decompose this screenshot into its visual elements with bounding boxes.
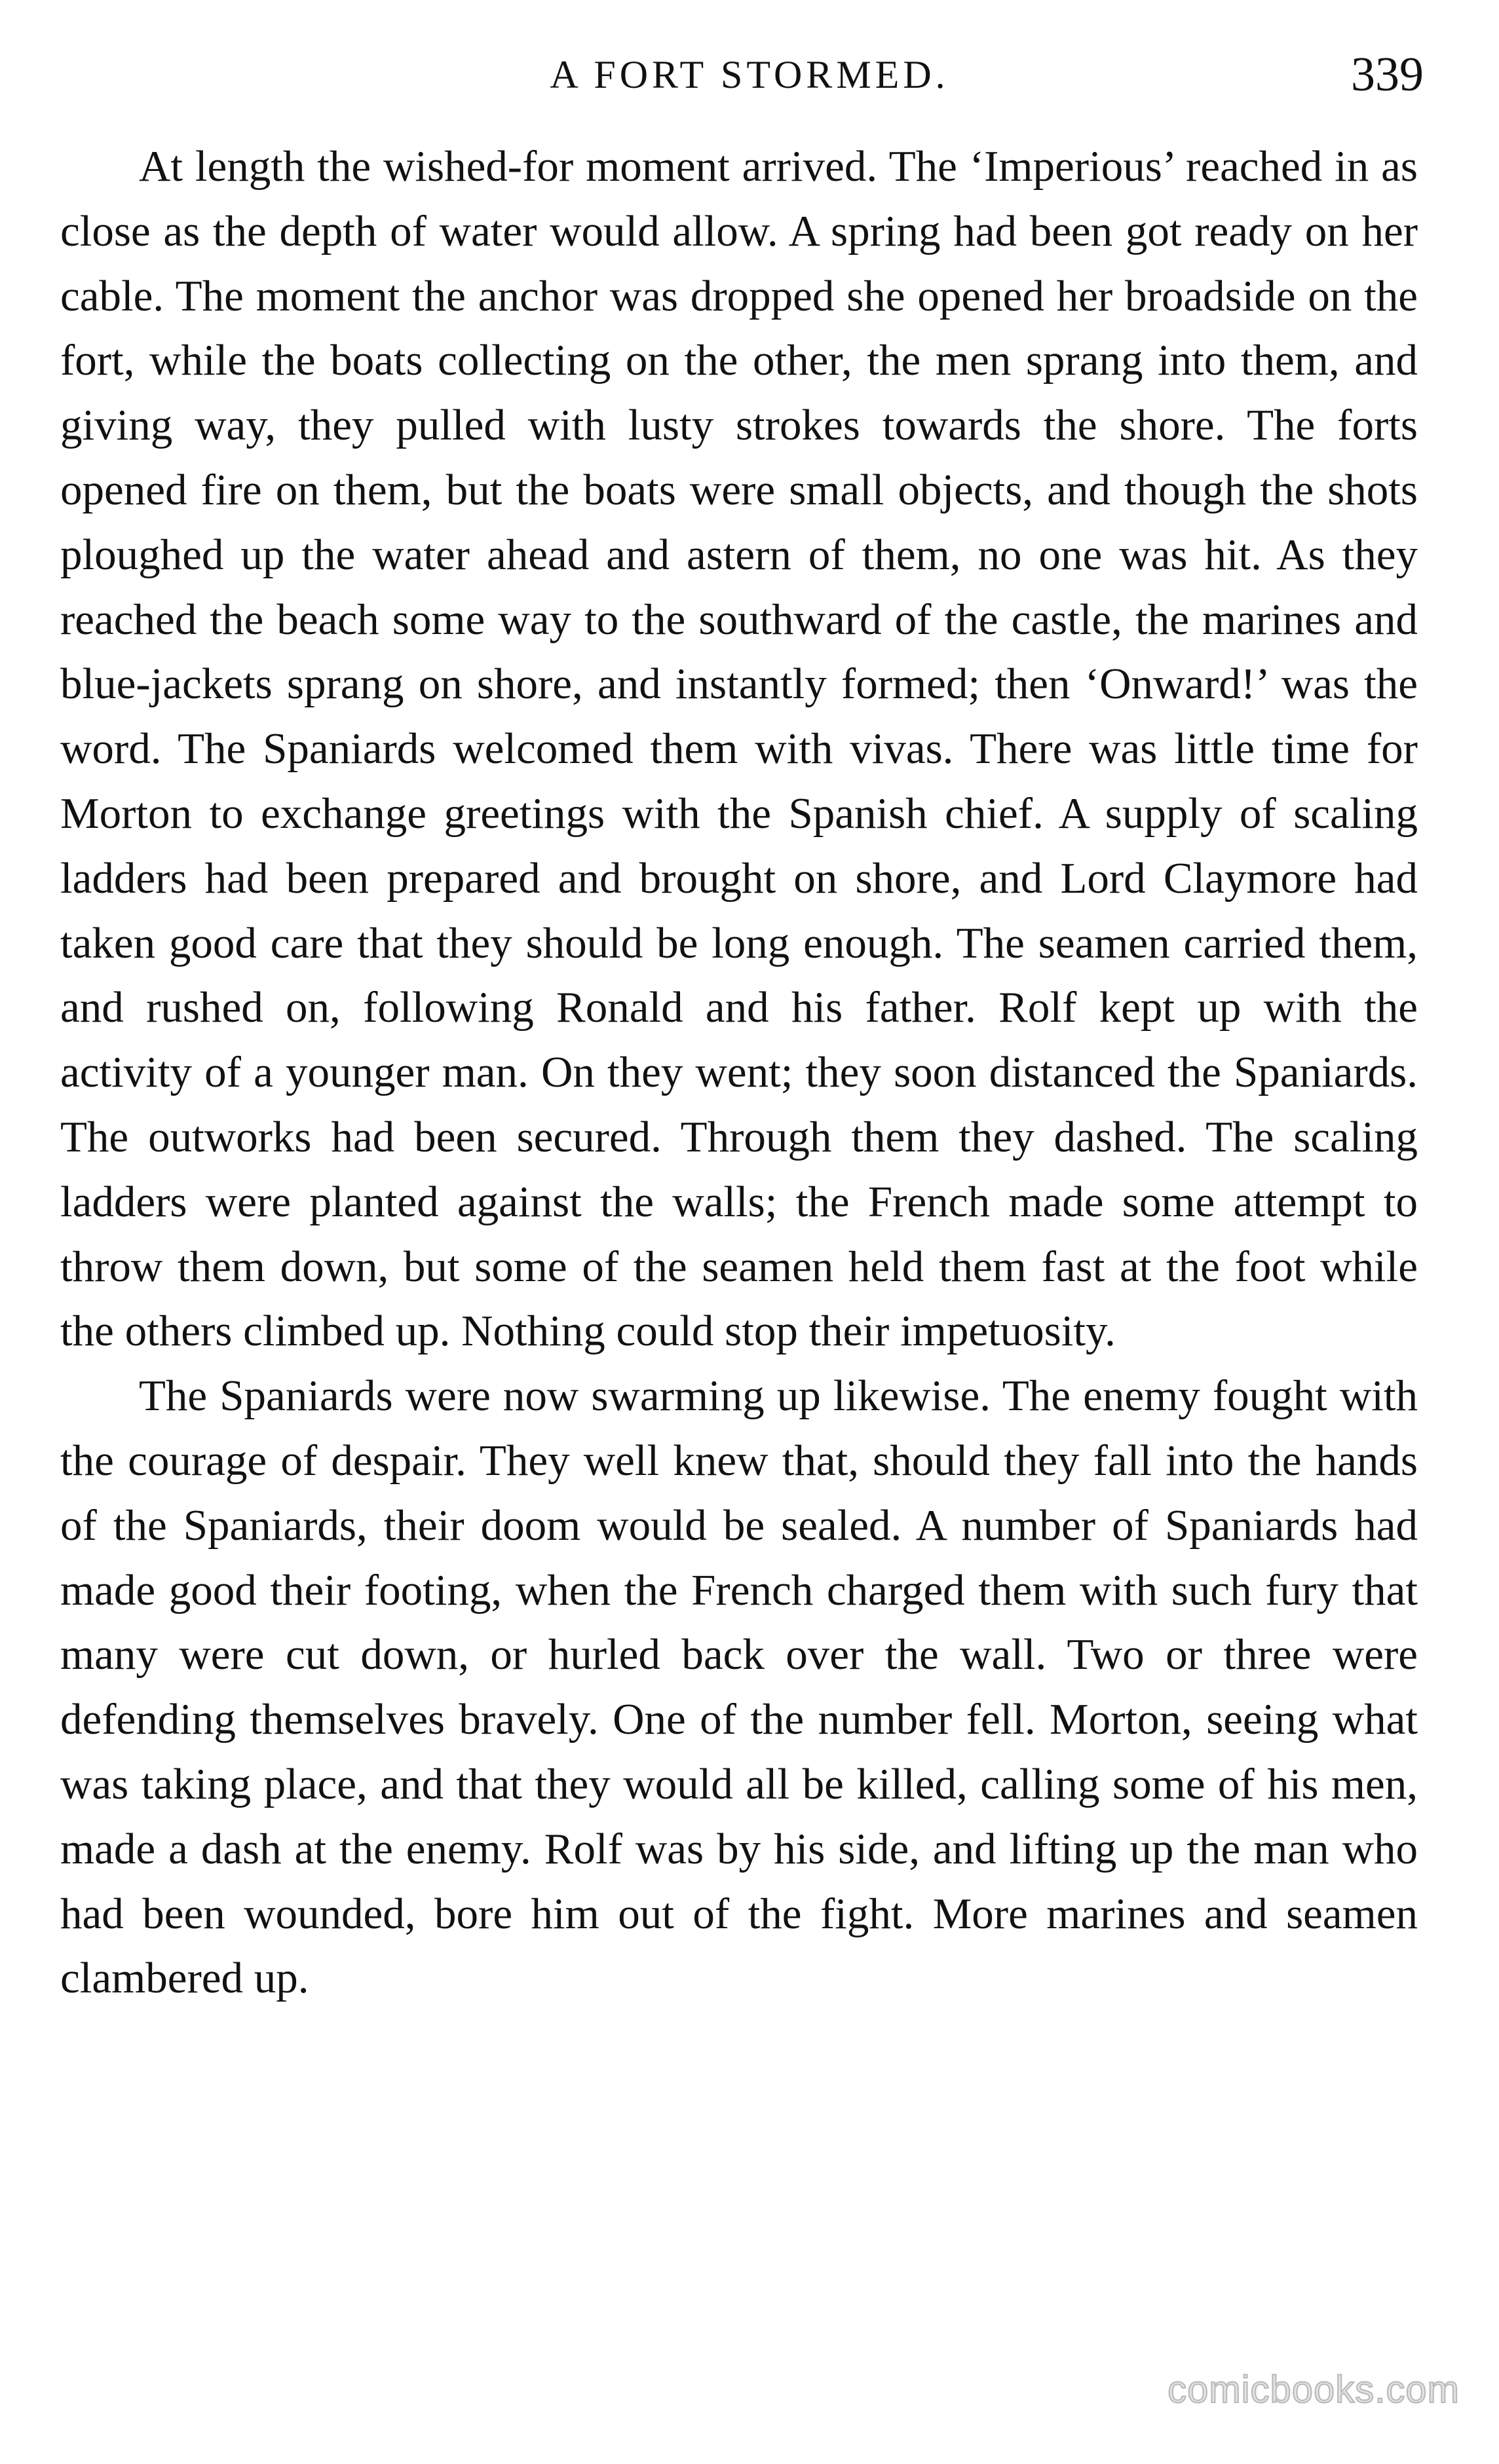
paragraph-2: The Spaniards were now swarming up likewise. The enemy fought with the courage of despair. They well knew that, should they fall into the hands of the Spaniards, their doom would be sealed. A number of Spaniards had made good their footing, when the French charged them with such fury that many were cut down, or hurled back over the wall. Two or three were defending themselves bravely. One of the number fell. Morton, seeing what was taking place, and that they would all be killed, calling some of his men, made a dash at the enemy. Rolf was by his side, and lifting up the man who had been wounded, bore him out of the fight. More marines and seamen clambered up.: [60, 1372, 1418, 2003]
running-title: A FORT STORMED.: [550, 53, 949, 96]
body-text: [60, 134, 1418, 2011]
page-number: 339: [1351, 48, 1424, 102]
paragraph-1: At length the wished-for moment arrived. The ‘Imperious’ reached in as close as the depth of water would allow. A spring had been got ready on her cable. The moment the anchor was dropped she opened her broadside on the fort, while the boats collecting on the other, the men sprang into them, and giving way, they pulled with lusty strokes towards the shore. The forts opened fire on them, but the boats were small objects, and though the shots ploughed up the water ahead and astern of them, no one was hit. As they reached the beach some way to the southward of the castle, the marines and blue-jackets sprang on shore, and instantly formed; then ‘Onward!’ was the word. The Spaniards welcomed them with vivas. There was little time for Morton to exchange greetings with the Spanish chief. A supply of scaling ladders had been prepared and brought on shore, and Lord Claymore had taken good care that they should be long enough. The seamen carried them, and rushed on, following Ronald and his father. Rolf kept up with the activity of a younger man. On they went; they soon distanced the Spaniards. The outworks had been secured. Through them they dashed. The scaling ladders were planted against the walls; the French made some attempt to throw them down, but some of the seamen held them fast at the foot while the others climbed up. Nothing could stop their impetuosity.: [60, 142, 1418, 1356]
running-head: [0, 47, 1499, 119]
watermark-logo: comicbooks.com: [1167, 2368, 1460, 2411]
